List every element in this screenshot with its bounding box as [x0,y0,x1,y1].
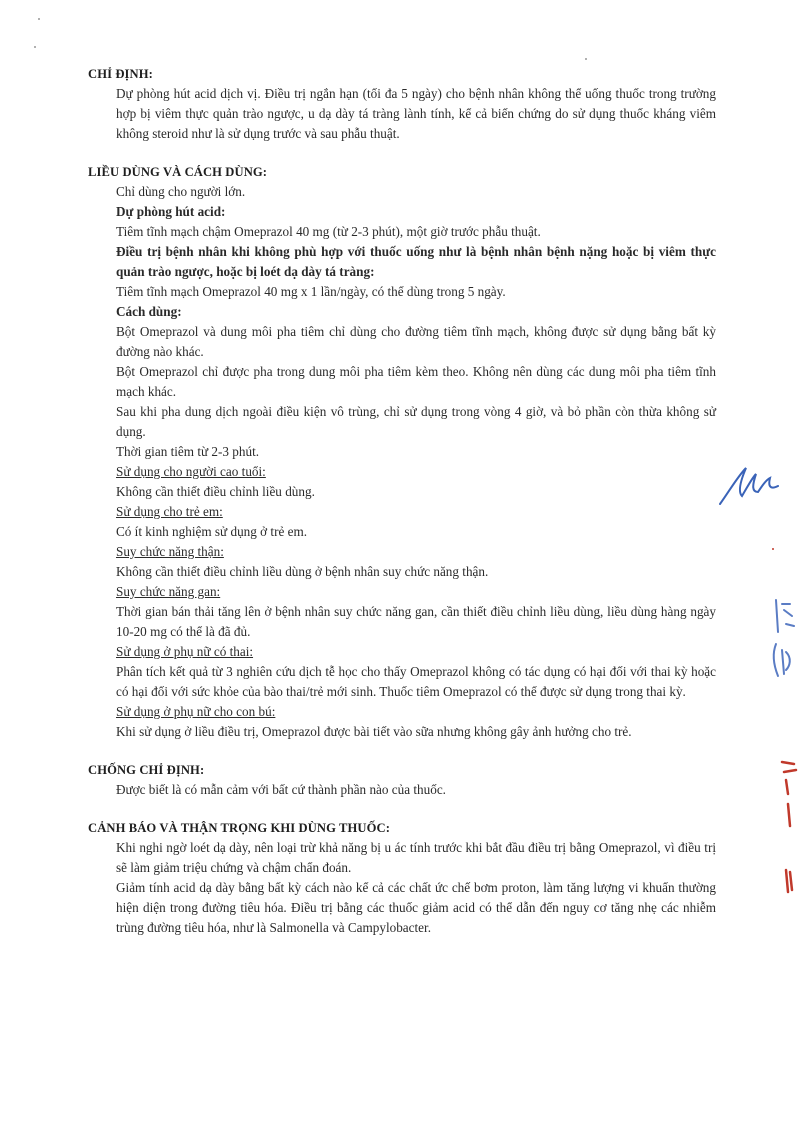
cach-dung-para-4: Thời gian tiêm từ 2-3 phút. [116,444,260,459]
cao-tuoi-text: Không cần thiết điều chỉnh liều dùng. [116,484,315,499]
chi-dinh-text: Dự phòng hút acid dịch vị. Điều trị ngắn hạn (tối đa 5 ngày) cho bệnh nhân không thể uống thuốc trong trường hợp bị viêm thực quản trào ngược, u dạ dày tá tràng lành tính, kể cả biến chứng do sử dụng thuốc kháng viêm không steroid như là sử dụng trước và sau phẫu thuật. [116,86,716,141]
dieu-tri-text: Tiêm tĩnh mạch Omeprazol 40 mg x 1 lần/ngày, có thể dùng trong 5 ngày. [116,284,506,299]
document-body [88,64,716,938]
stamp-fragment-icon [768,640,798,680]
tre-em-text: Có ít kinh nghiệm sử dụng ở trẻ em. [116,524,308,539]
stamp-fragment-icon [776,866,800,896]
stamp-fragment-icon [776,800,800,830]
du-phong-label: Dự phòng hút acid: [116,204,226,219]
than-text: Không cần thiết điều chỉnh liều dùng ở bệnh nhân suy chức năng thận. [116,564,489,579]
canh-bao-para-1: Khi nghi ngờ loét dạ dày, nên loại trừ khả năng bị u ác tính trước khi bắt đầu điều trị bằng Omeprazol, vì điều trị sẽ làm giảm triệu chứng và chậm chẩn đoán. [116,840,716,875]
co-thai-label: Sử dụng ở phụ nữ có thai: [116,644,254,659]
cach-dung-para-2: Bột Omeprazol chỉ được pha trong dung môi pha tiêm kèm theo. Không nên dùng các dung môi pha tiêm tĩnh mạch khác. [116,364,716,399]
heading-lieu-dung: LIỀU DÙNG VÀ CÁCH DÙNG: [88,165,268,179]
dieu-tri-label: Điều trị bệnh nhân khi không phù hợp với thuốc uống như là bệnh nhân bệnh nặng hoặc bị viêm thực quản trào ngược, hoặc bị loét dạ dày tá tràng: [116,244,716,279]
heading-chi-dinh: CHỈ ĐỊNH: [88,67,153,81]
heading-chong-chi-dinh: CHỐNG CHỈ ĐỊNH: [88,763,205,777]
du-phong-text: Tiêm tĩnh mạch chậm Omeprazol 40 mg (từ 2-3 phút), một giờ trước phẫu thuật. [116,224,541,239]
cach-dung-para-3: Sau khi pha dung dịch ngoài điều kiện vô trùng, chỉ sử dụng trong vòng 4 giờ, và bỏ phần còn thừa không sử dụng. [116,404,716,439]
cach-dung-para-1: Bột Omeprazol và dung môi pha tiêm chỉ dùng cho đường tiêm tĩnh mạch, không được sử dụng bằng bất kỳ đường nào khác. [116,324,716,359]
cao-tuoi-label: Sử dụng cho người cao tuổi: [116,464,266,479]
stamp-fragment-icon [770,596,800,636]
scan-speck [38,18,40,20]
than-label: Suy chức năng thận: [116,544,224,559]
scan-speck [585,58,587,60]
tre-em-label: Sử dụng cho trẻ em: [116,504,223,519]
adult-only-text: Chỉ dùng cho người lớn. [116,184,246,199]
cho-con-bu-text: Khi sử dụng ở liều điều trị, Omeprazol được bài tiết vào sữa nhưng không gây ảnh hưởng cho trẻ. [116,724,632,739]
scan-speck [34,46,36,48]
co-thai-text: Phân tích kết quả từ 3 nghiên cứu dịch tễ học cho thấy Omeprazol không có tác dụng có hại đối với thai kỳ hoặc có hại đối với sức khỏe của bào thai/trẻ mới sinh. Thuốc tiêm Omeprazol có thể được sử dụng trong thai kỳ. [116,664,716,699]
gan-text: Thời gian bán thải tăng lên ở bệnh nhân suy chức năng gan, cần thiết điều chỉnh liều dùng, liều dùng hàng ngày 10-20 mg có thể là đã đủ. [116,604,716,639]
scan-speck [772,548,774,550]
stamp-fragment-icon [776,758,800,798]
handwritten-initials-icon [716,460,786,510]
cach-dung-label: Cách dùng: [116,304,182,319]
heading-canh-bao: CẢNH BÁO VÀ THẬN TRỌNG KHI DÙNG THUỐC: [88,821,391,835]
chong-chi-dinh-text: Được biết là có mẫn cảm với bất cứ thành phần nào của thuốc. [116,782,446,797]
canh-bao-para-2: Giảm tính acid dạ dày bằng bất kỳ cách nào kể cả các chất ức chế bơm proton, làm tăng lượng vi khuẩn thường hiện diện trong đường tiêu hóa. Điều trị bằng các thuốc giảm acid có thể dẫn đến nguy cơ tăng nhẹ các nhiễm trùng đường tiêu hóa, như là Salmonella và Campylobacter. [116,880,716,935]
gan-label: Suy chức năng gan: [116,584,221,599]
cho-con-bu-label: Sử dụng ở phụ nữ cho con bú: [116,704,276,719]
